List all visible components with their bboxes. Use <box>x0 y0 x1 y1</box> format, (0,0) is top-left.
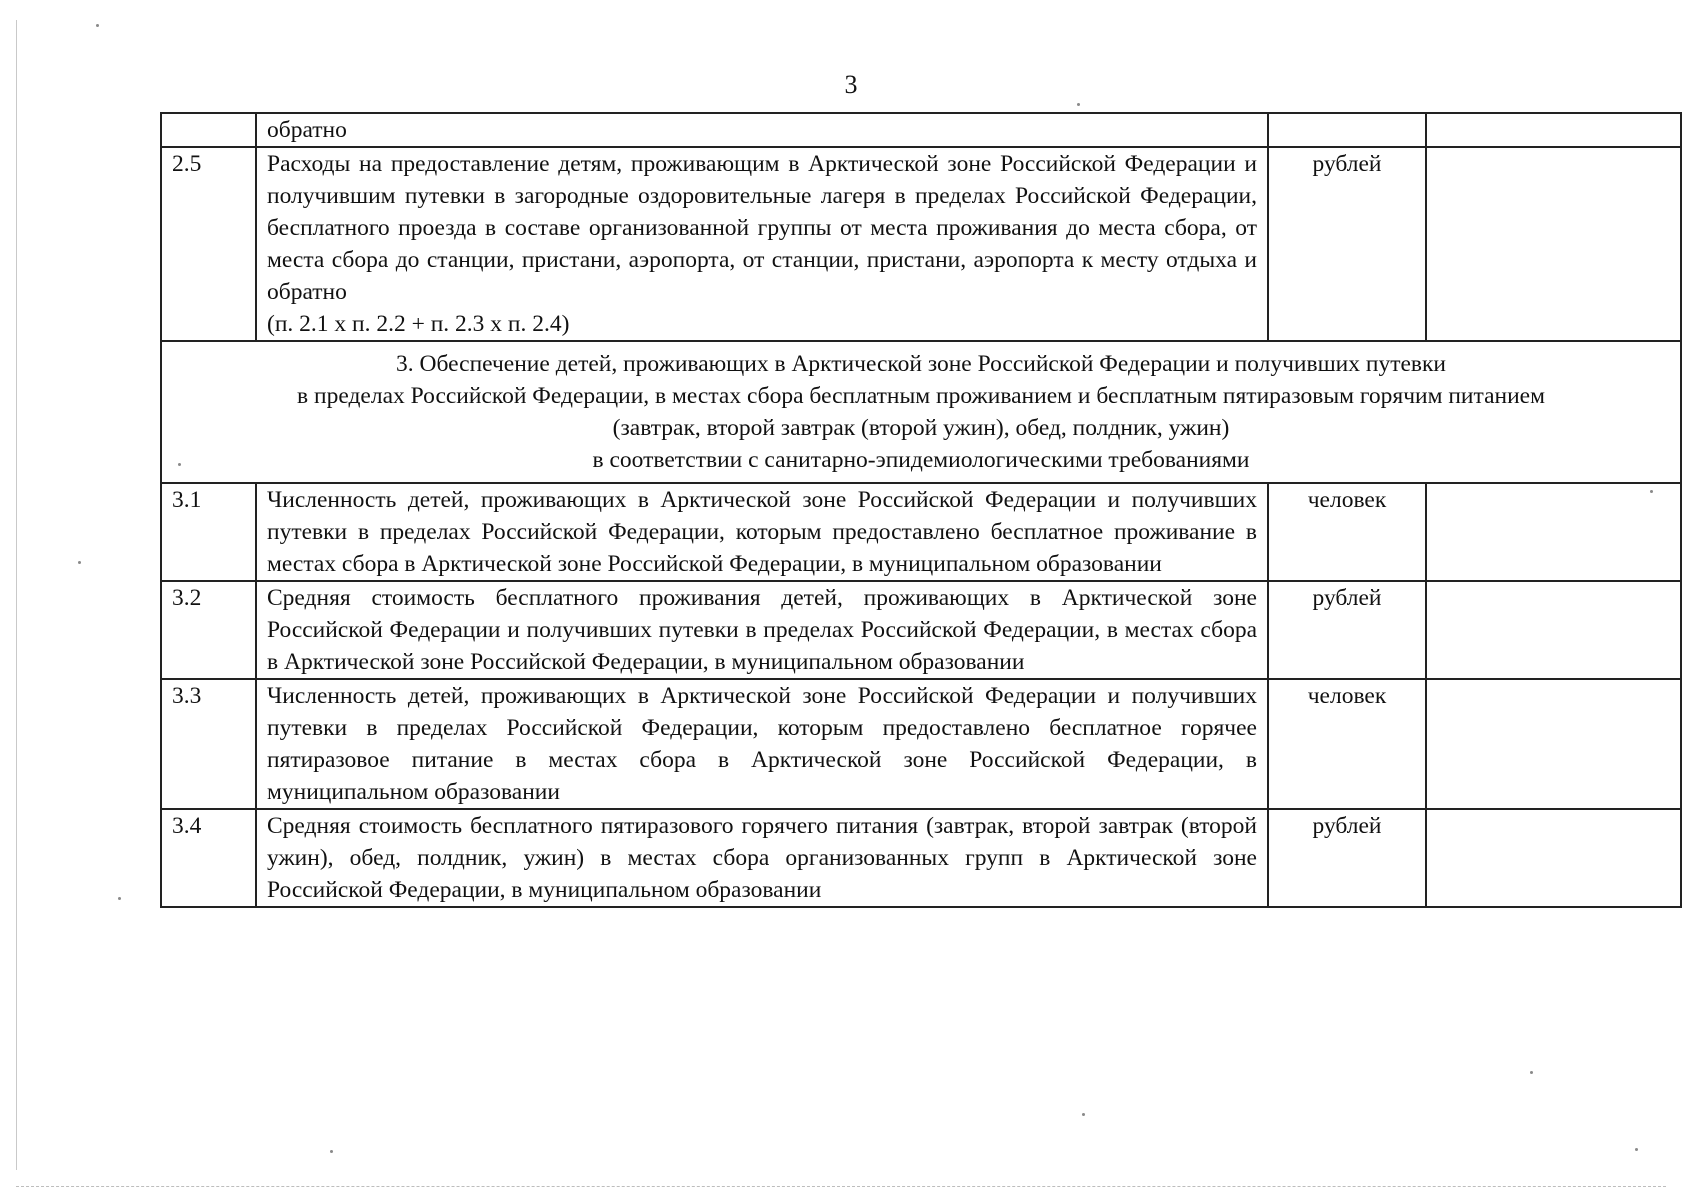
section-header-row <box>161 341 1681 483</box>
row-number-cell: 3.2 <box>161 581 256 679</box>
row-number-cell: 3.3 <box>161 679 256 809</box>
scan-speck <box>1082 1113 1085 1116</box>
table-row <box>161 809 1681 907</box>
scan-speck <box>330 1150 333 1153</box>
row-value-cell <box>1426 679 1681 809</box>
row-unit-cell: рублей <box>1268 581 1426 679</box>
table-row <box>161 483 1681 581</box>
scan-speck <box>1530 1071 1533 1074</box>
row-unit-cell: рублей <box>1268 809 1426 907</box>
scan-speck <box>178 463 181 466</box>
scan-edge-left <box>16 20 17 1170</box>
row-formula: (п. 2.1 х п. 2.2 + п. 2.3 х п. 2.4) <box>267 311 570 337</box>
row-unit-cell: человек <box>1268 483 1426 581</box>
scan-speck <box>118 897 121 900</box>
row-value-cell <box>1426 113 1681 147</box>
row-unit-cell: человек <box>1268 679 1426 809</box>
scan-speck <box>1635 1148 1638 1151</box>
section-title-line: (завтрак, второй завтрак (второй ужин), обед, полдник, ужин) <box>612 415 1230 441</box>
table-row <box>161 581 1681 679</box>
row-number-cell: 2.5 <box>161 147 256 341</box>
scan-speck <box>78 561 81 564</box>
section-title-line: 3. Обеспечение детей, проживающих в Арктической зоне Российской Федерации и получивших путевки <box>396 351 1446 377</box>
row-text-cell: Численность детей, проживающих в Арктической зоне Российской Федерации и получивших путевки в пределах Российской Федерации, которым предоставлено бесплатное горячее пятиразовое питание в местах сбора в Арктической зоне Российской Федерации, в муниципальном образовании <box>256 679 1268 809</box>
row-value-cell <box>1426 581 1681 679</box>
table-row <box>161 679 1681 809</box>
scan-speck <box>1650 490 1653 493</box>
scan-speck <box>96 24 99 27</box>
row-number-cell: 3.1 <box>161 483 256 581</box>
row-value-cell <box>1426 809 1681 907</box>
section-header-cell <box>161 341 1681 483</box>
row-description: Расходы на предоставление детям, проживающим в Арктической зоне Российской Федерации и получившим путевки в загородные оздоровительные лагеря в пределах Российской Федерации, бесплатного проезда в составе организованной группы от места проживания до места сбора, от места сбора до станции, пристани, аэропорта, от станции, пристани, аэропорта к месту отдыха и обратно <box>267 151 1257 305</box>
scan-speck <box>1077 103 1080 106</box>
row-text-cell: обратно <box>256 113 1268 147</box>
row-number-cell <box>161 113 256 147</box>
section-title-line: в пределах Российской Федерации, в местах сбора бесплатным проживанием и бесплатным пятиразовым горячим питанием <box>297 383 1545 409</box>
row-number-cell: 3.4 <box>161 809 256 907</box>
section-title-line: в соответствии с санитарно-эпидемиологическими требованиями <box>592 447 1250 473</box>
table-row <box>161 147 1681 341</box>
row-text-cell: Средняя стоимость бесплатного пятиразового горячего питания (завтрак, второй завтрак (второй ужин), обед, полдник, ужин) в местах сбора организованных групп в Арктической зоне Российской Федерации, в муниципальном образовании <box>256 809 1268 907</box>
row-unit-cell <box>1268 113 1426 147</box>
table-row-continuation <box>161 113 1681 147</box>
row-unit-cell: рублей <box>1268 147 1426 341</box>
scan-edge-bottom <box>16 1186 1666 1187</box>
row-value-cell <box>1426 147 1681 341</box>
page-number: 3 <box>844 70 858 99</box>
row-text-cell <box>256 147 1268 341</box>
indicator-table <box>160 112 1682 908</box>
row-text-cell: Численность детей, проживающих в Арктической зоне Российской Федерации и получивших путевки в пределах Российской Федерации, которым предоставлено бесплатное проживание в местах сбора в Арктической зоне Российской Федерации, в муниципальном образовании <box>256 483 1268 581</box>
row-text-cell: Средняя стоимость бесплатного проживания детей, проживающих в Арктической зоне Российской Федерации и получивших путевки в пределах Российской Федерации, в местах сбора в Арктической зоне Российской Федерации, в муниципальном образовании <box>256 581 1268 679</box>
row-value-cell <box>1426 483 1681 581</box>
